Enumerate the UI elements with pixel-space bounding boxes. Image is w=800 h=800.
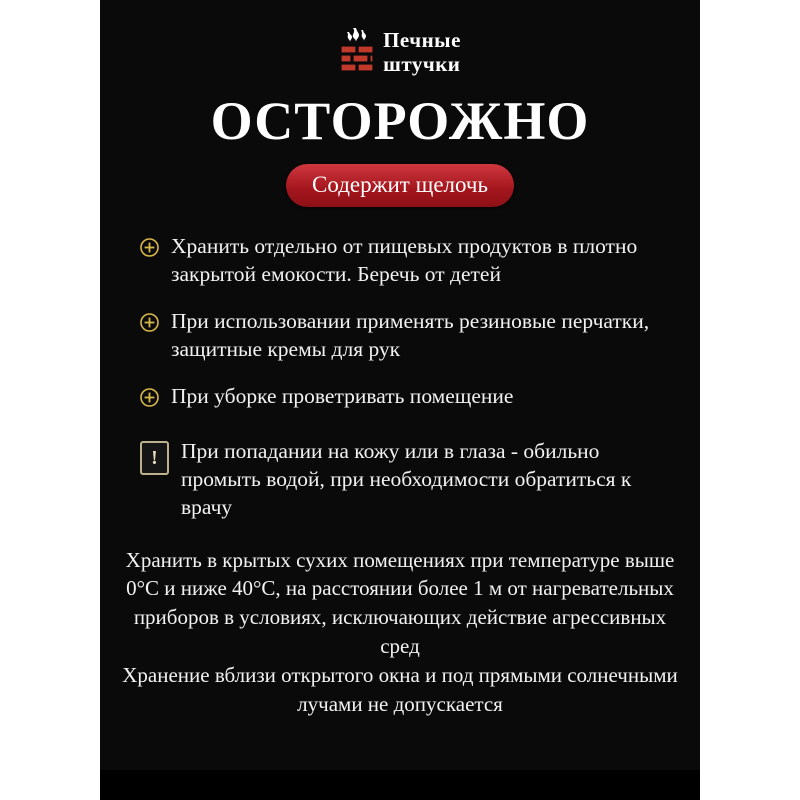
list-item-label: При уборке проветривать помещение bbox=[171, 383, 514, 408]
brand-line-2: штучки bbox=[383, 51, 461, 76]
status-badge: Содержит щелочь bbox=[286, 164, 514, 207]
brand-line-1: Печные bbox=[383, 27, 461, 52]
plus-circle-icon bbox=[140, 313, 159, 332]
page-title: ОСТОРОЖНО bbox=[210, 91, 590, 151]
storage-instructions bbox=[120, 546, 680, 720]
list-item bbox=[140, 308, 660, 364]
warning-label-card bbox=[100, 0, 700, 800]
plus-circle-icon bbox=[140, 238, 159, 257]
brand-logo bbox=[339, 24, 461, 80]
first-aid-warning-label: При попадании на кожу или в глаза - обильно промыть водой, при необходимости обратиться к врачу bbox=[181, 438, 632, 519]
plus-circle-icon bbox=[140, 388, 159, 407]
list-item-label: Хранить отдельно от пищевых продуктов в плотно закрытой емокости. Беречь от детей bbox=[171, 234, 638, 286]
list-item bbox=[140, 383, 660, 411]
brick-chimney-icon bbox=[339, 26, 375, 78]
storage-paragraph-2: Хранение вблизи открытого окна и под прямыми солнечными лучами не допускается bbox=[122, 663, 678, 717]
storage-paragraph-1: Хранить в крытых сухих помещениях при температуре выше 0°С и ниже 40°С, на расстоянии более 1 м от нагревательных приборов в условиях, исключающих действие агрессивных сред bbox=[125, 547, 675, 659]
brand-wordmark bbox=[383, 27, 461, 76]
exclamation-box-icon: ! bbox=[140, 441, 169, 475]
bottom-band bbox=[100, 770, 700, 800]
list-item bbox=[140, 233, 660, 289]
first-aid-warning bbox=[140, 438, 660, 522]
list-item-label: При использовании применять резиновые перчатки, защитные кремы для рук bbox=[171, 308, 650, 361]
warning-list bbox=[140, 233, 660, 522]
